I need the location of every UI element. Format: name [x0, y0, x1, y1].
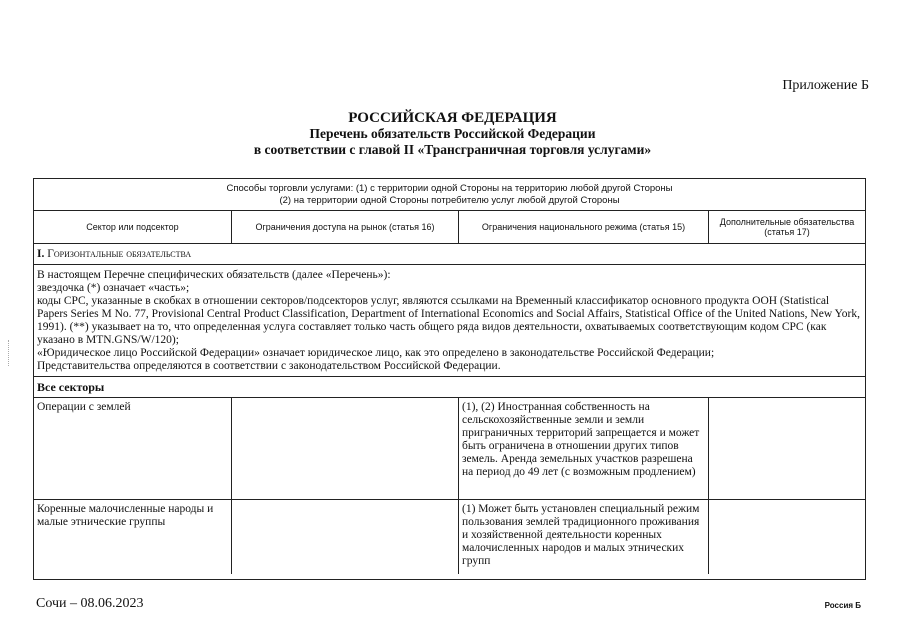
- cell-additional: [709, 500, 865, 574]
- col-additional: Дополнительные обязательства (статья 17): [719, 216, 855, 237]
- footer-place-date: Сочи – 08.06.2023: [36, 596, 144, 611]
- margin-mark: [8, 340, 10, 366]
- intro-paragraph: коды CPC, указанные в скобках в отношении секторов/подсекторов услуг, являются ссылками на Временный классификатор основного продукта ООН (Statistical Papers Series M No. 77, Provisional Central Product Classification, Department of International Economics and Social Affairs, Statistical Office of the United Nations, New York, 1991). (**) указывает на то, что определенная услуга составляет только часть общего ряда видов деятельности, охватываемых соответствующим кодом CPC (как указано в MTN.GNS/W/120);: [37, 295, 860, 346]
- supply-mode-1: Способы торговли услугами: (1) с территории одной Стороны на территорию любой другой Стороны: [226, 183, 673, 194]
- title-country: РОССИЙСКАЯ ФЕДЕРАЦИЯ: [348, 110, 557, 126]
- table-row: [34, 398, 865, 500]
- intro-paragraph: «Юридическое лицо Российской Федерации» означает юридическое лицо, как это определено в законодательстве Российской Федерации;: [37, 347, 715, 359]
- table-header: [34, 211, 865, 244]
- footer-page-ref: Россия Б: [824, 601, 861, 610]
- commitments-table: [33, 178, 866, 580]
- supply-mode-2: (2) на территории одной Стороны потребителю услуг любой другой Стороны: [279, 194, 620, 206]
- intro-paragraph: В настоящем Перечне специфических обязательств (далее «Перечень»):: [37, 269, 391, 281]
- annex-label: Приложение Б: [782, 78, 869, 93]
- cell-market-access: [232, 500, 459, 574]
- cell-sector: Операции с землей: [34, 398, 232, 499]
- cell-sector: Коренные малочисленные народы и малые этнические группы: [34, 500, 232, 574]
- cell-national-treatment: (1) Может быть установлен специальный режим пользования землей традиционного проживания и хозяйственной деятельности коренных малочисленных народов и малых этнических групп: [459, 500, 709, 574]
- col-sector: Сектор или подсектор: [34, 211, 232, 243]
- col-national-treatment: Ограничения национального режима (статья 15): [459, 211, 709, 243]
- section-title: Горизонтальные обязательства: [47, 248, 192, 260]
- intro-paragraph: звездочка (*) означает «часть»;: [37, 282, 190, 294]
- cell-national-treatment: (1), (2) Иностранная собственность на сельскохозяйственные земли и земли приграничных территорий запрещается и может быть ограничена в отношении других типов земель. Аренда земельных участков разрешена на период до 49 лет (с возможным продлением): [459, 398, 709, 499]
- table-row: [34, 500, 865, 574]
- document-title: [0, 110, 905, 158]
- cell-additional: [709, 398, 865, 499]
- section-heading: [34, 244, 865, 265]
- section-number: I.: [37, 248, 45, 260]
- all-sectors-heading: Все секторы: [34, 377, 865, 398]
- title-list: Перечень обязательств Российской Федерации: [309, 126, 596, 141]
- col-market-access: Ограничения доступа на рынок (статья 16): [232, 211, 459, 243]
- supply-modes: [34, 179, 865, 211]
- intro-text: [34, 265, 865, 377]
- cell-market-access: [232, 398, 459, 499]
- intro-paragraph: Представительства определяются в соответствии с законодательством Российской Федерации.: [37, 360, 501, 372]
- title-chapter: в соответствии с главой II «Трансграничная торговля услугами»: [253, 142, 652, 157]
